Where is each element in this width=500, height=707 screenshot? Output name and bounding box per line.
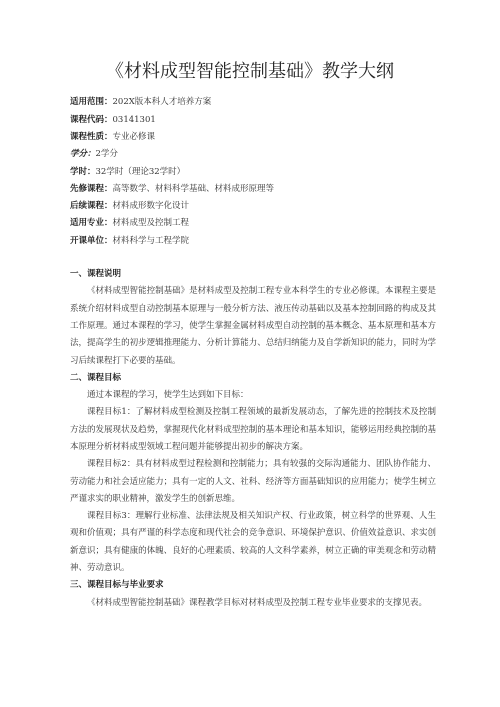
meta-label: 学分： [70,149,96,160]
section-heading: 一、课程说明 [70,269,122,280]
meta-value: 32学时（理论32学时） [95,166,186,177]
meta-value: 材料科学与工程学院 [112,235,190,246]
document-body [70,94,436,612]
meta-value: 2学分 [95,149,118,160]
meta-line-prerequisites [70,181,436,198]
meta-label: 后续课程： [70,201,113,212]
document-sections [70,266,436,612]
meta-value: 03141301 [112,114,156,125]
section-heading: 二、课程目标 [70,372,122,383]
paragraph: 《材料成型智能控制基础》是材料成型及控制工程专业本科学生的专业必修课。本课程主要是系统介绍材料成型自动控制基本原理与一般分析方法、液压传动基础以及基本控制回路的构成及其工作原理。通过本课程的学习，使学生掌握金属材料成型自动控制的基本概念、基本原理和基本方法，提高学生的初步逻辑推理能力、分析计算能力、总结归纳能力及自学新知识的能力，同时为学习后续课程打下必要的基础。 [70,286,436,366]
meta-value: 202X版本科人才培养方案 [112,97,212,108]
meta-value: 高等数学、材料科学基础、材料成形原理等 [112,183,275,194]
meta-label: 学时： [70,166,96,177]
objective-paragraph: 课程目标2：具有材料成型过程检测和控制能力；具有较强的交际沟通能力、团队协作能力、劳动能力和社会适应能力；具有一定的人文、社科、经济等方面基础知识的应用能力；使学生树立严谨求实的职业精神，激发学生的创新思维。 [70,459,436,504]
meta-line-major [70,215,436,232]
meta-line-follow-up [70,198,436,215]
section-course-objectives [70,370,436,578]
document-title: 《材料成型智能控制基础》教学大纲 [106,61,394,82]
meta-label: 课程性质： [70,131,113,142]
objective-paragraph: 课程目标1：了解材料成型检测及控制工程领域的最新发展动态，了解先进的控制技术及控制方法的发展现状及趋势，掌握现代化材料成型控制的基本理论和基本知识，能够运用经典控制的基本原理分析材料成型领域工程问题并能够提出初步的解决方案。 [70,407,436,452]
objective-paragraph: 课程目标3：理解行业标准、法律法规及相关知识产权、行业政策，树立科学的世界观、人生观和价值观；具有严谨的科学态度和现代社会的竞争意识、环境保护意识、价值效益意识、求实创新意识；具有健康的体魄、良好的心理素质、较高的人文科学素养，树立正确的审美观念和劳动精神、劳动意识。 [70,511,436,574]
meta-value: 材料成型及控制工程 [112,218,190,229]
meta-label: 适用范围： [70,97,113,108]
meta-line-credits [70,146,436,163]
meta-line-department [70,233,436,250]
section-heading: 三、课程目标与毕业要求 [70,580,164,591]
meta-label: 适用专业： [70,218,113,229]
section-objectives-and-requirements [70,577,436,612]
course-meta [70,94,436,250]
meta-value: 材料成形数字化设计 [112,201,190,212]
meta-label: 开课单位： [70,235,113,246]
meta-label: 先修课程： [70,183,113,194]
paragraph: 《材料成型智能控制基础》课程教学目标对材料成型及控制工程专业毕业要求的支撑见表。 [87,597,428,608]
meta-value: 专业必修课 [112,131,156,142]
meta-line-hours [70,164,436,181]
section-course-description [70,266,436,370]
meta-line-scope [70,94,436,111]
meta-line-course-nature [70,129,436,146]
meta-label: 课程代码： [70,114,113,125]
meta-line-course-code [70,112,436,129]
paragraph: 通过本课程的学习，使学生达到如下目标： [87,390,249,401]
